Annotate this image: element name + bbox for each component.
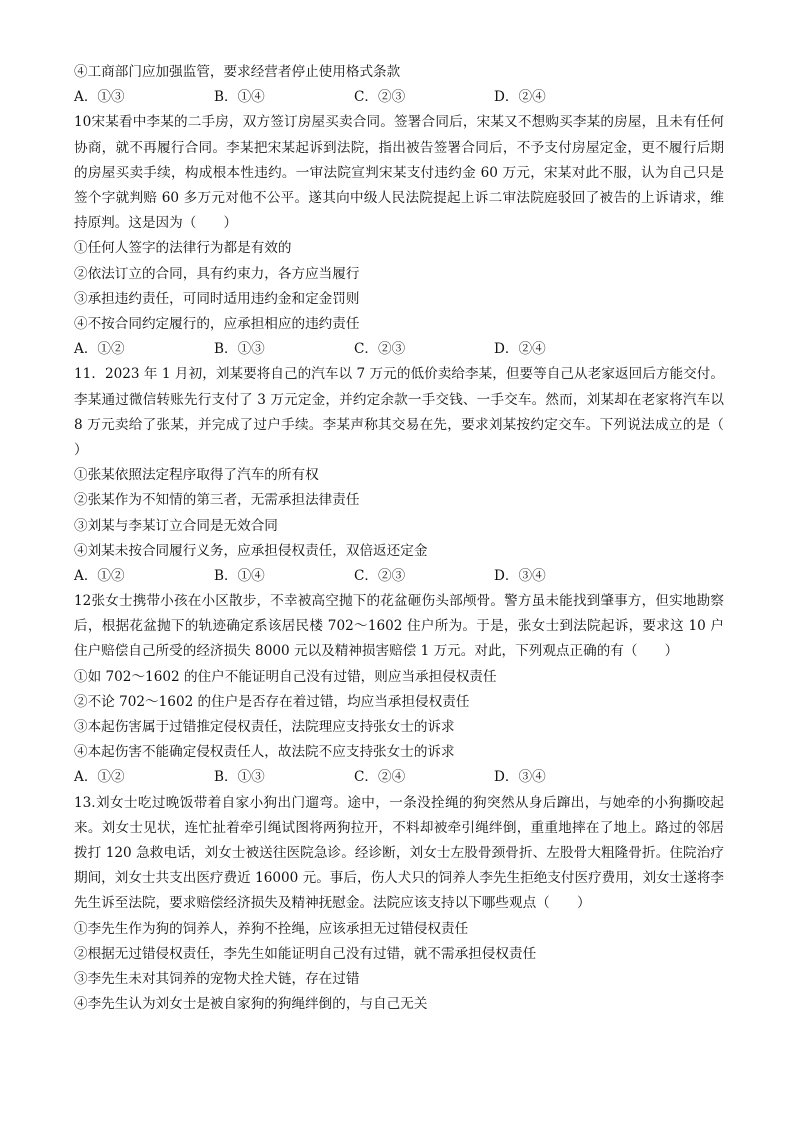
q13-option-3: ③李先生未对其饲养的宠物犬拴犬链，存在过错: [74, 971, 360, 988]
q11-stem: 11．2023 年 1 月初，刘某要将自己的汽车以 7 万元的低价卖给李某，但要等自己从老家返回后方能交付。李某通过微信转账先行支付了 3 万元定金，并约定余款一手交钱、一手交车。然而，刘某却在老家将汽车以 8 万元卖给了张某，并完成了过户手续。李某声称其交易在先，要求刘某按约定交车。下列说法成立的是（ ）: [74, 366, 752, 458]
q12-stem: 12张女士携带小孩在小区散步，不幸被高空抛下的花盆砸伤头部颅骨。警方虽未能找到肇事方，但实地勘察后，根据花盆抛下的轨迹确定系该居民楼 702～1602 住户所为。于是，张女士到法院起诉，要求这 10 户住户赔偿自己所受的经济损失 8000 元以及精神损害赔偿 1 万元。对此，下列观点正确的有（ ）: [74, 593, 724, 660]
q12-choice-b[interactable]: B．①③: [214, 769, 265, 786]
q9-choice-d[interactable]: D．②④: [494, 89, 546, 106]
q13-option-4: ④李先生认为刘女士是被自家狗的狗绳绊倒的，与自己无关: [74, 996, 428, 1013]
q12-choices: [74, 765, 724, 790]
q13-stem: 13.刘女士吃过晚饭带着自家小狗出门遛弯。途中，一条没拴绳的狗突然从身后蹿出，与她牵的小狗撕咬起来。刘女士见状，连忙扯着牵引绳试图将两狗拉开，不料却被牵引绳绊倒，重重地摔在了地上。路过的邻居拨打 120 急救电话，刘女士被送往医院急诊。经诊断，刘女士左股骨颈骨折、左股骨大粗隆骨折。住院治疗期间，刘女士共支出医疗费近 16000 元。事后，伤人犬只的饲养人李先生拒绝支付医疗费用，刘女士遂将李先生诉至法院，要求赔偿经济损失及精神抚慰金。法院应该支持以下哪些观点（ ）: [74, 794, 725, 912]
q9-choice-a[interactable]: A．①③: [74, 89, 125, 106]
q11-choice-a[interactable]: A．①②: [74, 567, 125, 584]
q10-choices: [74, 337, 724, 362]
q11-choice-c[interactable]: C．②③: [354, 567, 406, 584]
q9-choice-b[interactable]: B．①④: [214, 89, 265, 106]
q9-choices: [74, 85, 724, 110]
q12-option-2: ②不论 702～1602 的住户是否存在着过错，均应当承担侵权责任: [74, 693, 470, 710]
q10-option-1: ①任何人签字的法律行为都是有效的: [74, 240, 292, 257]
q13-option-1: ①李先生作为狗的饲养人，养狗不拴绳，应该承担无过错侵权责任: [74, 920, 469, 937]
q12-choice-a[interactable]: A．①②: [74, 769, 125, 786]
q10-option-3: ③承担违约责任，可同时适用违约金和定金罚则: [74, 290, 360, 307]
q12-option-3: ③本起伤害属于过错推定侵权责任，法院理应支持张女士的诉求: [74, 719, 455, 736]
q10-choice-c[interactable]: C．②③: [354, 341, 406, 358]
q10-option-2: ②依法订立的合同，具有约束力，各方应当履行: [74, 265, 360, 282]
q11-choices: [74, 564, 724, 589]
q12-option-1: ①如 702～1602 的住户不能证明自己没有过错，则应当承担侵权责任: [74, 668, 497, 685]
q12-option-4: ④本起伤害不能确定侵权责任人，故法院不应支持张女士的诉求: [74, 744, 455, 761]
q11-choice-d[interactable]: D．③④: [494, 567, 546, 584]
q11-option-3: ③刘某与李某订立合同是无效合同: [74, 517, 278, 534]
q10-choice-d[interactable]: D．②④: [494, 341, 546, 358]
q10-option-4: ④不按合同约定履行的，应承担相应的违约责任: [74, 315, 360, 332]
q11-choice-b[interactable]: B．①④: [214, 567, 265, 584]
q10-choice-b[interactable]: B．①③: [214, 341, 265, 358]
q10-choice-a[interactable]: A．①②: [74, 341, 125, 358]
q12-choice-c[interactable]: C．②④: [354, 769, 406, 786]
q9-option-4: ④工商部门应加强监管，要求经营者停止使用格式条款: [74, 64, 401, 80]
q13-option-2: ②根据无过错侵权责任，李先生如能证明自己没有过错，就不需承担侵权责任: [74, 945, 537, 962]
q11-option-4: ④刘某未按合同履行义务，应承担侵权责任，双倍返还定金: [74, 542, 428, 559]
q11-option-1: ①张某依照法定程序取得了汽车的所有权: [74, 467, 319, 484]
q10-stem: 10宋某看中李某的二手房，双方签订房屋买卖合同。签署合同后，宋某又不想购买李某的房屋，且未有任何协商，就不再履行合同。李某把宋某起诉到法院，指出被告签署合同后，不予支付房屋定金，更不履行后期的房屋买卖手续，构成根本性违约。一审法院宣判宋某支付违约金 60 万元，宋某对此不服，认为自己只是签个字就判赔 60 多万元对他不公平。遂其向中级人民法院提起上诉二审法院庭驳回了被告的上诉请求，维持原判。这是因为（ ）: [74, 114, 724, 232]
q12-choice-d[interactable]: D．③④: [494, 769, 546, 786]
q9-choice-c[interactable]: C．②③: [354, 89, 406, 106]
page-content: [74, 60, 752, 1017]
q11-option-2: ②张某作为不知情的第三者，无需承担法律责任: [74, 492, 360, 509]
